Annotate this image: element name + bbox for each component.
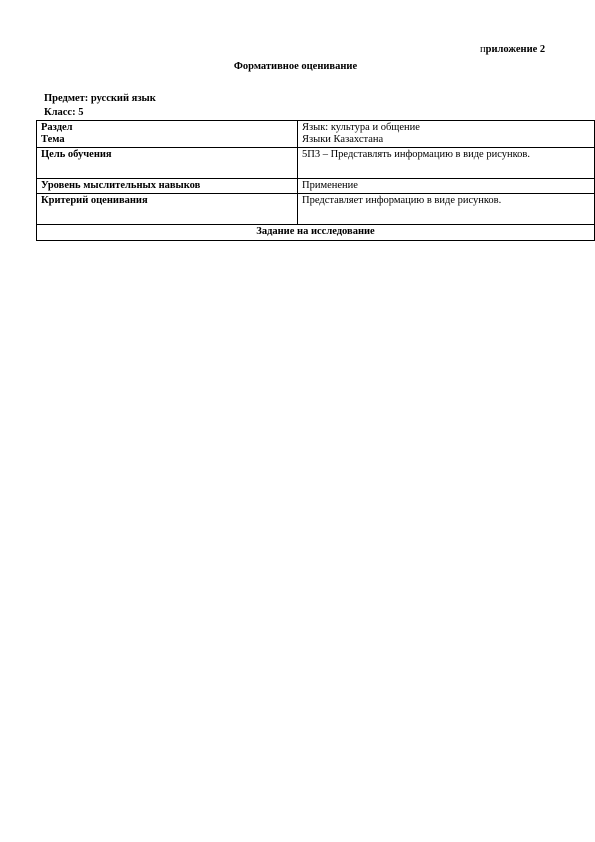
topic-label: Тема bbox=[41, 134, 65, 145]
table-row bbox=[37, 194, 595, 225]
appendix-label-rest: риложение 2 bbox=[485, 44, 546, 55]
thinking-skills-label: Уровень мыслительных навыков bbox=[37, 179, 298, 194]
thinking-skills-value: Применение bbox=[298, 179, 595, 194]
class-line: Класс: 5 bbox=[44, 107, 84, 118]
table-row bbox=[37, 179, 595, 194]
appendix-label-prefix: п bbox=[480, 44, 486, 55]
assessment-info-table bbox=[36, 120, 595, 241]
table-row bbox=[37, 148, 595, 179]
topic-value: Языки Казахстана bbox=[302, 134, 384, 145]
assessment-criterion-label: Критерий оценивания bbox=[37, 194, 298, 225]
section-value: Язык: культура и общение bbox=[302, 122, 420, 133]
section-topic-values-cell bbox=[298, 121, 595, 148]
document-title: Формативное оценивание bbox=[233, 61, 358, 72]
assessment-criterion-value: Представляет информацию в виде рисунков. bbox=[298, 194, 595, 225]
subject-line: Предмет: русский язык bbox=[44, 93, 156, 104]
table-row bbox=[37, 225, 595, 241]
appendix-label bbox=[480, 44, 545, 56]
table-row bbox=[37, 121, 595, 148]
section-topic-labels-cell bbox=[37, 121, 298, 148]
research-task-heading: Задание на исследование bbox=[37, 225, 595, 241]
section-label: Раздел bbox=[41, 122, 73, 133]
learning-objective-label: Цель обучения bbox=[37, 148, 298, 179]
learning-objective-value: 5П3 – Представлять информацию в виде рисунков. bbox=[298, 148, 595, 179]
